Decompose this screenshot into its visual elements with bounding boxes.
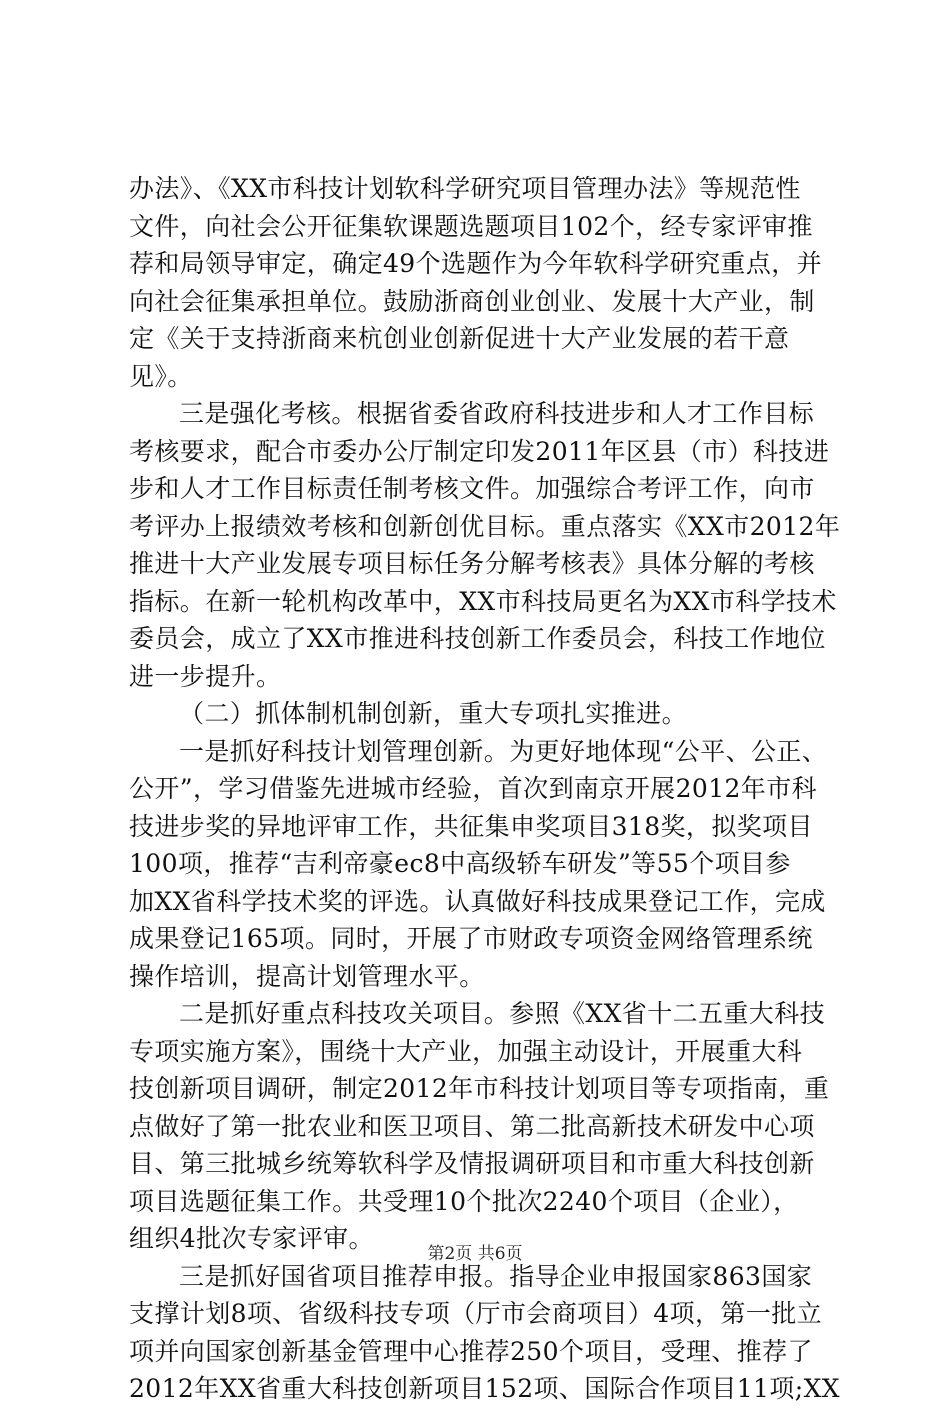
text-line: 目、第三批城乡统筹软科学及情报调研项目和市重大科技创新 <box>129 1149 815 1178</box>
text-line: 荐和局领导审定，确定49个选题作为今年软科学研究重点，并 <box>129 249 823 278</box>
text-line: 步和人才工作目标责任制考核文件。加强综合考评工作，向市 <box>129 474 815 503</box>
text-line: 向社会征集承担单位。鼓励浙商创业创业、发展十大产业，制 <box>129 286 815 316</box>
document-body <box>129 170 841 1408</box>
text-line: 项目选题征集工作。共受理10个批次2240个项目（企业）， <box>129 1186 799 1216</box>
text-line: 推进十大产业发展专项目标任务分解考核表》具体分解的考核 <box>129 549 815 578</box>
text-line: 文件，向社会公开征集软课题选题项目102个，经专家评审推 <box>129 211 813 241</box>
text-line: 点做好了第一批农业和医卫项目、第二批高新技术研发中心项 <box>129 1111 815 1141</box>
text-line: 定《关于支持浙商来杭创业创新促进十大产业发展的若干意 <box>129 324 790 353</box>
text-line: 办法》、《XX市科技计划软科学研究项目管理办法》等规范性 <box>129 174 801 203</box>
text-line: 进一步提升。 <box>129 661 282 691</box>
text-line: 一是抓好科技计划管理创新。为更好地体现“公平、公正、 <box>179 736 828 766</box>
text-line: （二）抓体制机制创新，重大专项扎实推进。 <box>179 699 688 728</box>
text-line: 成果登记165项。同时，开展了市财政专项资金网络管理系统 <box>129 924 813 953</box>
page-number-footer: 第2页 共6页 <box>427 1244 523 1264</box>
text-line: 2012年XX省重大科技创新项目152项、国际合作项目11项;XX <box>129 1374 840 1403</box>
text-line: 三是强化考核。根据省委省政府科技进步和人才工作目标 <box>179 399 815 428</box>
text-line: 项并向国家创新基金管理中心推荐250个项目，受理、推荐了 <box>129 1336 813 1366</box>
text-line: 100项，推荐“吉利帝豪ec8中高级轿车研发”等55个项目参 <box>129 849 791 878</box>
text-line: 公开”，学习借鉴先进城市经验，首次到南京开展2012年市科 <box>129 774 818 803</box>
text-line: 指标。在新一轮机构改革中，XX市科技局更名为XX市科学技术 <box>129 586 837 616</box>
text-line: 加XX省科学技术奖的评选。认真做好科技成果登记工作，完成 <box>129 886 826 916</box>
text-line: 见》。 <box>129 361 193 391</box>
text-line: 技创新项目调研，制定2012年市科技计划项目等专项指南，重 <box>129 1074 830 1103</box>
text-line: 考评办上报绩效考核和创新创优目标。重点落实《XX市2012年 <box>129 511 841 541</box>
text-line: 专项实施方案》，围绕十大产业，加强主动设计，开展重大科 <box>129 1036 803 1066</box>
text-line: 支撑计划8项、省级科技专项（厅市会商项目）4项，第一批立 <box>129 1299 823 1328</box>
text-line: 技进步奖的异地评审工作，共征集申奖项目318奖，拟奖项目 <box>129 811 813 841</box>
text-line: 委员会，成立了XX市推进科技创新工作委员会，科技工作地位 <box>129 624 826 653</box>
text-line: 组织4批次专家评审。 <box>129 1224 374 1253</box>
text-line: 考核要求，配合市委办公厅制定印发2011年区县（市）科技进 <box>129 436 830 466</box>
text-line: 操作培训，提高计划管理水平。 <box>129 961 485 991</box>
text-line: 二是抓好重点科技攻关项目。参照《XX省十二五重大科技 <box>179 999 825 1028</box>
text-line: 三是抓好国省项目推荐申报。指导企业申报国家863国家 <box>179 1261 813 1291</box>
